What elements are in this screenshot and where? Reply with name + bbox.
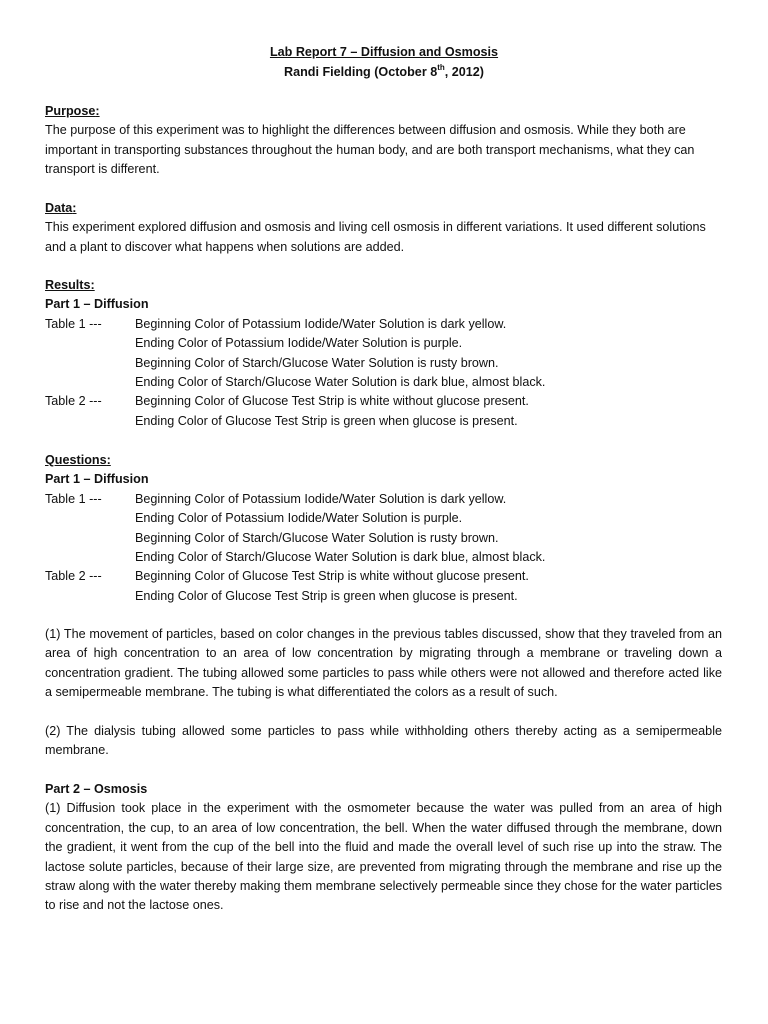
table-label: Table 2 --- <box>45 569 102 584</box>
table-row <box>45 354 722 373</box>
table-value: Beginning Color of Starch/Glucose Water Solution is rusty brown. <box>135 355 499 370</box>
results-heading: Results <box>45 278 91 292</box>
table-label: Table 1 --- <box>45 491 102 506</box>
table-value: Ending Color of Starch/Glucose Water Solution is dark blue, almost black. <box>135 550 546 565</box>
table-value: Beginning Color of Glucose Test Strip is white without glucose present. <box>135 394 529 409</box>
author-name-date: Randi Fielding (October 8 <box>283 65 438 79</box>
table-value: Ending Color of Glucose Test Strip is green when glucose is present. <box>135 413 518 428</box>
table-label: Table 1 --- <box>45 316 102 331</box>
report-title <box>0 43 768 62</box>
table-value: Ending Color of Potassium Iodide/Water Solution is purple. <box>135 511 463 526</box>
part2-answer-1-text: (1) Diffusion took place in the experiment with the osmometer because the water was pulled from an area of high concentration, the cup, to an area of low concentration, the bell. When the water diffused through the membrane, down the gradient, it went from the cup of the bell into the fluid and made the overall level of such rise up into the straw. The lactose solute particles, because of their large size, are prevented from migrating through the membrane and rise up the straw along with the water thereby making them membrane selectively permeable since they chose for the water particles to rise and not the lactose ones. <box>45 801 722 913</box>
question-answer-2 <box>45 722 722 761</box>
answer-2-text: (2) The dialysis tubing allowed some particles to pass while withholding others thereby acting as a semipermeable membrane. <box>45 724 722 758</box>
part2-section <box>45 780 722 916</box>
table-label <box>45 354 135 373</box>
answer-1-text: (1) The movement of particles, based on color changes in the previous tables discussed, show that they traveled from an area of high concentration to an area of low concentration by migrating through a membrane or traveling down a concentration gradient. The tubing allowed some particles to pass while others were not allowed and therefore acted like a semipermeable membrane. The tubing is what differentiated the colors as a result of such. <box>45 627 722 700</box>
table-value: Ending Color of Glucose Test Strip is green when glucose is present. <box>135 588 518 603</box>
table-label <box>45 587 135 606</box>
table-label <box>45 509 135 528</box>
author-year: , 2012) <box>444 65 484 79</box>
table-label <box>45 373 135 392</box>
table-label <box>45 412 135 431</box>
table-row <box>45 587 722 606</box>
table-row <box>45 373 722 392</box>
table-label <box>45 548 135 567</box>
questions-section: Questions: Part 1 – Diffusion Table 1 --- Beginning Color of Potassium Iodide/Water Solution is dark yellow. Ending Color of Potassium Iodide/Water Solution is purple. Beginning Color of Starch/Glucose Water Solution is rusty brown. Ending Color of Starch/Glucose Water Solution is dark blue, almost black. Table 2 --- Beginning Color of Glucose Test Strip is white without glucose present. Ending Color of Glucose Test Strip is green when glucose is present. <box>45 451 722 606</box>
table-row <box>45 334 722 353</box>
table-row <box>45 509 722 528</box>
table-row <box>45 529 722 548</box>
results-subheading: Part 1 – Diffusion <box>45 297 149 312</box>
table-value: Beginning Color of Starch/Glucose Water Solution is rusty brown. <box>135 530 499 545</box>
title-text: Lab Report 7 – Diffusion and Osmosis <box>269 45 499 59</box>
part2-subheading: Part 2 – Osmosis <box>45 782 148 796</box>
table-row <box>45 490 722 509</box>
table-label <box>45 334 135 353</box>
data-section: Data: This experiment explored diffusion and osmosis and living cell osmosis in different variations. It used different solutions and a plant to discover what happens when solutions are added. <box>45 199 722 257</box>
date-ordinal-suffix: th <box>437 62 445 72</box>
table-label <box>45 529 135 548</box>
purpose-section: Purpose: The purpose of this experiment was to highlight the differences between diffusion and osmosis. While they both are important in transporting substances throughout the human body, and are both transport mechanisms, what they can transport is different. <box>45 102 722 180</box>
table-row <box>45 392 722 411</box>
author-line <box>0 63 768 82</box>
table-row <box>45 412 722 431</box>
table-value: Beginning Color of Potassium Iodide/Water Solution is dark yellow. <box>135 491 507 506</box>
questions-heading: Questions <box>45 453 107 467</box>
table-value: Ending Color of Potassium Iodide/Water Solution is purple. <box>135 336 463 351</box>
results-section: Results: Part 1 – Diffusion Table 1 --- Beginning Color of Potassium Iodide/Water Solution is dark yellow. Ending Color of Potassium Iodide/Water Solution is purple. Beginning Color of Starch/Glucose Water Solution is rusty brown. Ending Color of Starch/Glucose Water Solution is dark blue, almost black. Table 2 --- Beginning Color of Glucose Test Strip is white without glucose present. Ending Color of Glucose Test Strip is green when glucose is present. <box>45 276 722 431</box>
table-row <box>45 567 722 586</box>
table-row <box>45 315 722 334</box>
purpose-heading: Purpose <box>45 104 96 118</box>
table-label: Table 2 --- <box>45 394 102 409</box>
data-heading: Data <box>45 201 73 215</box>
table-value: Beginning Color of Potassium Iodide/Water Solution is dark yellow. <box>135 316 507 331</box>
table-value: Ending Color of Starch/Glucose Water Solution is dark blue, almost black. <box>135 375 546 390</box>
table-value: Beginning Color of Glucose Test Strip is white without glucose present. <box>135 569 529 584</box>
data-text: This experiment explored diffusion and osmosis and living cell osmosis in different variations. It used different solutions and a plant to discover what happens when solutions are added. <box>45 220 706 254</box>
purpose-text: The purpose of this experiment was to highlight the differences between diffusion and osmosis. While they both are important in transporting substances throughout the human body, and are both transport mechanisms, what they can transport is different. <box>45 123 695 177</box>
question-answer-1 <box>45 625 722 703</box>
questions-subheading: Part 1 – Diffusion <box>45 472 149 487</box>
table-row <box>45 548 722 567</box>
